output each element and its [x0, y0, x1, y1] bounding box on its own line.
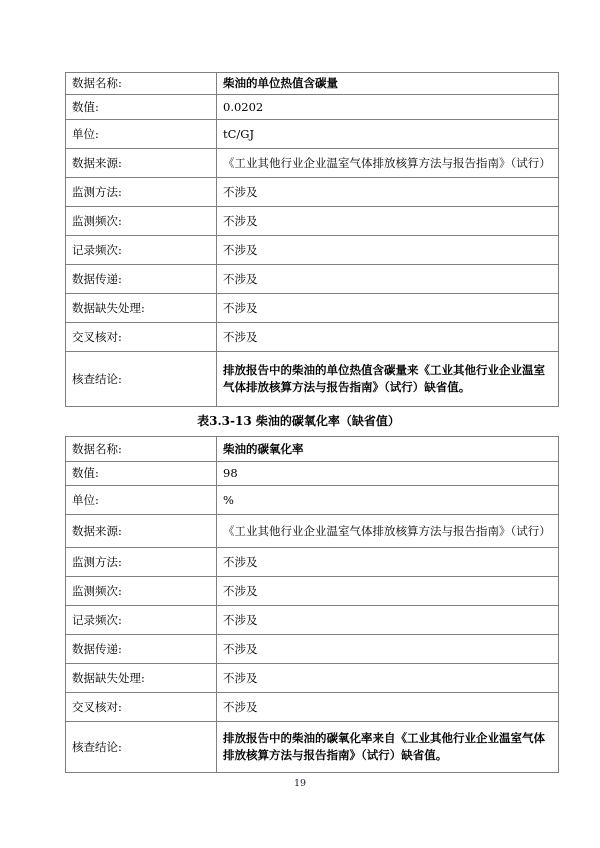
table-row	[66, 462, 559, 486]
table-row	[66, 149, 559, 178]
table-row	[66, 606, 559, 635]
table-row	[66, 352, 559, 407]
row-value: 不涉及	[217, 606, 559, 635]
row-label: 监测方法:	[66, 548, 217, 577]
row-value: 不涉及	[217, 236, 559, 265]
row-value: 柴油的碳氧化率	[217, 437, 559, 462]
row-label: 数据缺失处理:	[66, 294, 217, 323]
row-value: 《工业其他行业企业温室气体排放核算方法与报告指南》（试行）	[217, 149, 559, 178]
row-value: 不涉及	[217, 577, 559, 606]
row-label: 交叉核对:	[66, 323, 217, 352]
row-label: 数值:	[66, 462, 217, 486]
row-value: 0.0202	[217, 95, 559, 120]
row-value: 不涉及	[217, 635, 559, 664]
row-label: 数据来源:	[66, 149, 217, 178]
row-value: %	[217, 486, 559, 515]
row-label: 单位:	[66, 486, 217, 515]
row-label: 监测频次:	[66, 207, 217, 236]
table-row	[66, 515, 559, 548]
row-label: 监测方法:	[66, 178, 217, 207]
page-number: 19	[293, 778, 307, 789]
row-label: 单位:	[66, 120, 217, 149]
row-label: 监测频次:	[66, 577, 217, 606]
row-label: 数据缺失处理:	[66, 664, 217, 693]
table-row	[66, 207, 559, 236]
table-row	[66, 120, 559, 149]
row-label: 数据传递:	[66, 265, 217, 294]
table-caption: 表3.3-13 柴油的碳氧化率（缺省值）	[197, 414, 400, 429]
row-value: 不涉及	[217, 265, 559, 294]
row-label: 记录频次:	[66, 606, 217, 635]
row-value: 《工业其他行业企业温室气体排放核算方法与报告指南》（试行）	[217, 515, 559, 548]
table-row	[66, 635, 559, 664]
row-value: 不涉及	[217, 693, 559, 722]
row-label: 交叉核对:	[66, 693, 217, 722]
row-value: 不涉及	[217, 178, 559, 207]
diesel-carbon-content-table	[65, 72, 559, 407]
row-label: 数据来源:	[66, 515, 217, 548]
table-row	[66, 178, 559, 207]
table-row	[66, 437, 559, 462]
table-row	[66, 664, 559, 693]
row-value: 不涉及	[217, 207, 559, 236]
table-row	[66, 95, 559, 120]
table-row	[66, 486, 559, 515]
row-value: 不涉及	[217, 664, 559, 693]
table-row	[66, 722, 559, 773]
row-value: 98	[217, 462, 559, 486]
table-row	[66, 294, 559, 323]
row-label: 数据名称:	[66, 437, 217, 462]
table-row	[66, 323, 559, 352]
row-value: 不涉及	[217, 323, 559, 352]
row-value: 排放报告中的柴油的单位热值含碳量来《工业其他行业企业温室气体排放核算方法与报告指南》（试行）缺省值。	[217, 352, 559, 407]
table-row	[66, 265, 559, 294]
row-value: 不涉及	[217, 294, 559, 323]
row-value: 不涉及	[217, 548, 559, 577]
diesel-carbon-oxidation-rate-table	[65, 436, 559, 773]
row-label: 记录频次:	[66, 236, 217, 265]
row-label: 核查结论:	[66, 722, 217, 773]
table-row	[66, 548, 559, 577]
row-value: 柴油的单位热值含碳量	[217, 73, 559, 95]
table-row	[66, 693, 559, 722]
row-label: 核查结论:	[66, 352, 217, 407]
row-value: 排放报告中的柴油的碳氧化率来自《工业其他行业企业温室气体排放核算方法与报告指南》（试行）缺省值。	[217, 722, 559, 773]
row-label: 数据名称:	[66, 73, 217, 95]
row-value: tC/GJ	[217, 120, 559, 149]
row-label: 数据传递:	[66, 635, 217, 664]
table-row	[66, 236, 559, 265]
table-row	[66, 73, 559, 95]
document-content	[65, 72, 551, 773]
table-row	[66, 577, 559, 606]
row-label: 数值:	[66, 95, 217, 120]
